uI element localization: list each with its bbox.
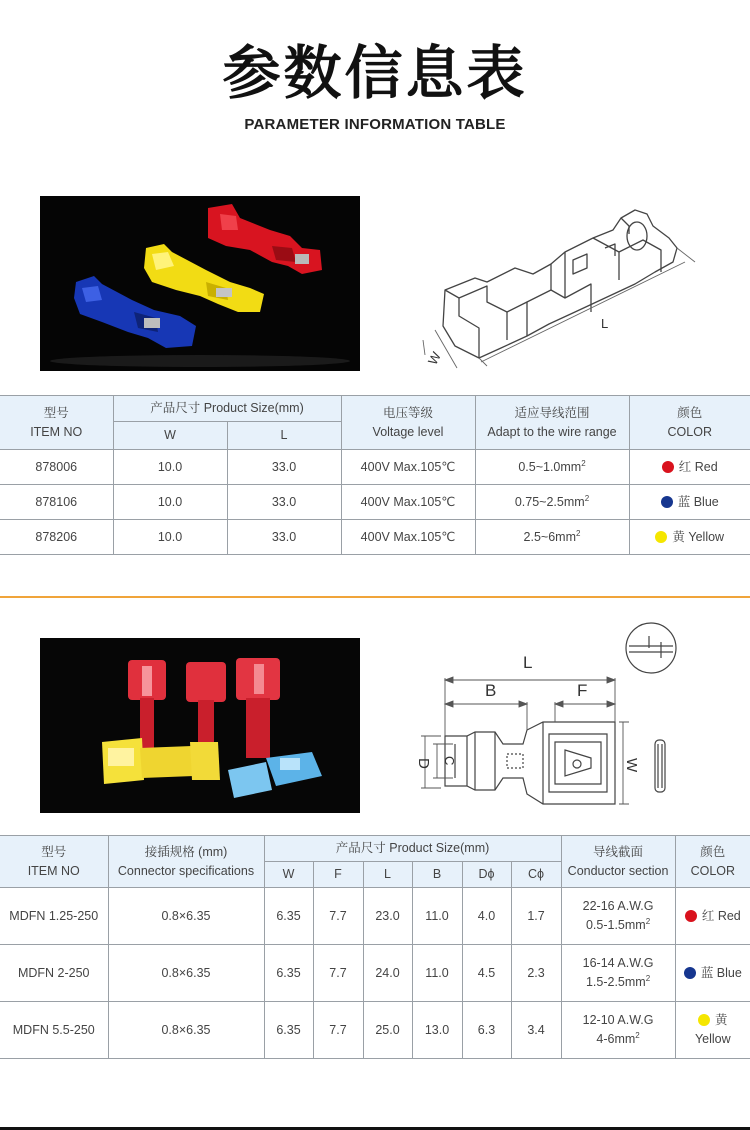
- l-header: L: [227, 422, 341, 450]
- c-header: Cϕ: [511, 862, 561, 888]
- b-dimension-label: B: [485, 681, 497, 700]
- l-dimension-label: L: [523, 653, 533, 672]
- blue-dot-icon: [684, 967, 696, 979]
- page-subtitle: PARAMETER INFORMATION TABLE: [244, 116, 506, 133]
- t-tap-spec-table: [0, 395, 750, 555]
- model-header: 型号 ITEM NO: [0, 836, 108, 888]
- w-dimension-label: W: [623, 758, 640, 773]
- color-header: 颜色 COLOR: [629, 396, 750, 450]
- t-tap-connectors-photo: [40, 196, 360, 371]
- table-row: 878006 10.0 33.0 400V Max.105℃ $0.5\sim 1.0mm^2$ 红 Red: [0, 450, 750, 485]
- w-header: W: [113, 422, 227, 450]
- table-row: MDFN 5.5-250 0.8×6.35 6.35 7.7 25.0 13.0 6.3 3.4 12-10 A.W.G $4-6mm^2$ 黄 Yellow: [0, 1002, 750, 1059]
- t-tap-connector-line-drawing: [415, 190, 715, 375]
- yellow-dot-icon: [698, 1014, 710, 1026]
- female-disconnect-dimension-drawing: [415, 618, 685, 813]
- f-dimension-label: F: [577, 681, 588, 700]
- connector-spec-header: 接插规格 (mm) Connector specifications: [108, 836, 264, 888]
- conductor-section-header: 导线截面 Conductor section: [561, 836, 675, 888]
- d-header: Dϕ: [462, 862, 511, 888]
- female-disconnect-spec-table: [0, 835, 750, 1059]
- size-header: 产品尺寸 Product Size(mm): [264, 836, 561, 862]
- d-dimension-label: D: [415, 758, 432, 769]
- red-dot-icon: [662, 461, 674, 473]
- w-header: W: [264, 862, 313, 888]
- w-dimension-label: W: [424, 349, 444, 368]
- blue-dot-icon: [661, 496, 673, 508]
- table-row: 878206 10.0 33.0 400V Max.105℃ $2.5\sim 6mm^2$ 黄 Yellow: [0, 520, 750, 555]
- size-header: 产品尺寸 Product Size(mm): [113, 396, 341, 422]
- table-row: MDFN 2-250 0.8×6.35 6.35 7.7 24.0 11.0 4.5 2.3 16-14 A.W.G $1.5-2.5mm^2$ 蓝 Blue: [0, 945, 750, 1002]
- l-dimension-label: L: [601, 316, 609, 331]
- section-divider: [0, 596, 750, 598]
- l-header: L: [363, 862, 412, 888]
- female-quick-disconnect-photo: [40, 638, 360, 813]
- table-row: 878106 10.0 33.0 400V Max.105℃ $0.75\sim 2.5mm^2$ 蓝 Blue: [0, 485, 750, 520]
- model-header: 型号 ITEM NO: [0, 396, 113, 450]
- table-row: MDFN 1.25-250 0.8×6.35 6.35 7.7 23.0 11.0 4.0 1.7 22-16 A.W.G $0.5-1.5mm^2$ 红 Red: [0, 888, 750, 945]
- red-dot-icon: [685, 910, 697, 922]
- b-header: B: [412, 862, 462, 888]
- yellow-dot-icon: [655, 531, 667, 543]
- c-dimension-label: C: [442, 756, 457, 766]
- color-header: 颜色 COLOR: [675, 836, 750, 888]
- f-header: F: [313, 862, 363, 888]
- voltage-header: 电压等级 Voltage level: [341, 396, 475, 450]
- wire-range-header: 适应导线范围 Adapt to the wire range: [475, 396, 629, 450]
- page-title: 参数信息表: [222, 39, 528, 107]
